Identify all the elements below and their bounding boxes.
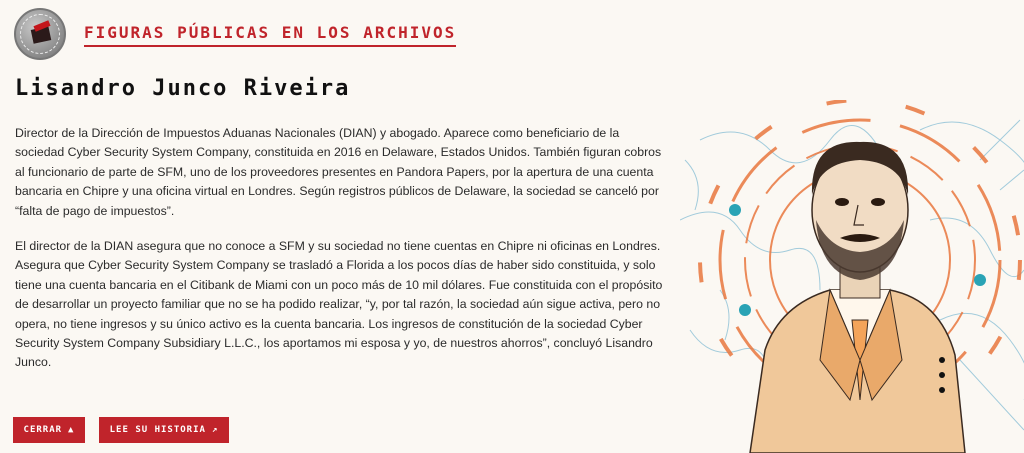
arrow-up-right-icon: ↗	[211, 425, 219, 435]
portrait-illustration	[680, 100, 1024, 453]
map-dot	[729, 204, 741, 216]
person-name: Lisandro Junco Riveira	[15, 76, 351, 101]
profile-description	[15, 124, 670, 389]
read-story-button-label: LEE SU HISTORIA	[109, 425, 206, 435]
section-title: FIGURAS PÚBLICAS EN LOS ARCHIVOS	[84, 23, 456, 47]
portrait-figure	[750, 142, 965, 453]
read-story-button[interactable]	[99, 417, 229, 443]
pandora-papers-seal-logo	[14, 8, 66, 60]
map-dot	[739, 304, 751, 316]
header	[14, 4, 456, 64]
map-dot	[974, 274, 986, 286]
close-button-label: CERRAR	[23, 425, 63, 435]
close-button[interactable]	[13, 417, 85, 443]
paragraph-1: Director de la Dirección de Impuestos Aduanas Nacionales (DIAN) y abogado. Aparece como beneficiario de la sociedad Cyber Security System Company, constituida en 2016 en Delaware, Estados Unidos. También figuran cobros al funcionario de parte de SFM, uno de los proveedores presentes en Pandora Papers, por la apertura de una cuenta bancaria en Chipre y una oficina virtual en Londres. Según registros públicos de Delaware, la sociedad se canceló por “falta de pago de impuestos”.	[15, 126, 662, 218]
triangle-up-icon: ▲	[68, 425, 75, 435]
action-buttons	[13, 417, 229, 443]
paragraph-2: El director de la DIAN asegura que no conoce a SFM y su sociedad no tiene cuentas en Chipre ni oficinas en Londres. Asegura que Cyber Security System Company se trasladó a Florida a los pocos días de haber sido constituida, y solo tiene una cuenta bancaria en el Citibank de Miami con un poco más de 10 mil dólares. Fue constituida con el propósito de desarrollar un proyecto familiar que no se ha podido realizar, “y, por tal razón, la sociedad aún sigue activa, pero no opera, no tiene ingresos y su único activo es la cuenta bancaria. Los ingresos de constitución de la sociedad Cyber Security System Company Subsidiary L.L.C., los aportamos mi esposa y yo, de nuestros ahorros”, concluyó Lisandro Junco.	[15, 239, 663, 370]
